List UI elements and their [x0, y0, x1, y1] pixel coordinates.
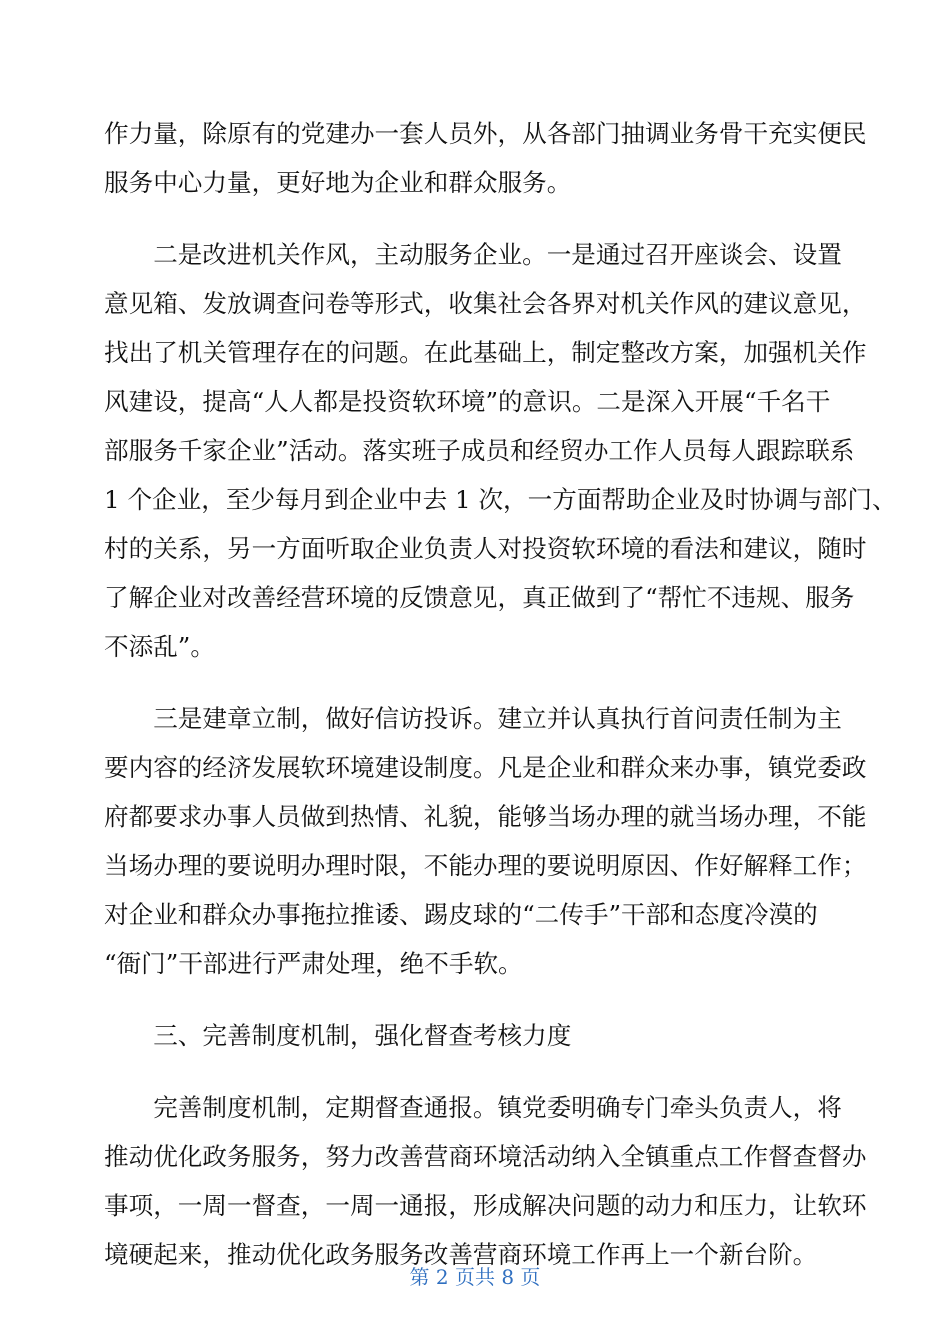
text-line: 完善制度机制，定期督查通报。镇党委明确专门牵头负责人，将	[104, 1093, 842, 1122]
text-line: 风建设，提高“人人都是投资软环境”的意识。二是深入开展“千名干	[104, 387, 831, 416]
document-body	[104, 109, 897, 1302]
text-line: 部服务千家企业”活动。落实班子成员和经贸办工作人员每人跟踪联系	[104, 436, 855, 465]
paragraph-3	[104, 694, 867, 988]
text-line: 府都要求办事人员做到热情、礼貌，能够当场办理的就当场办理，不能	[104, 802, 867, 831]
text-line: 对企业和群众办事拖拉推诿、踢皮球的“二传手”干部和态度冷漠的	[104, 900, 818, 929]
text-line: 了解企业对改善经营环境的反馈意见，真正做到了“帮忙不违规、服务	[104, 583, 855, 612]
text-line: 作力量，除原有的党建办一套人员外，从各部门抽调业务骨干充实便民	[104, 119, 867, 148]
text-line: 三是建章立制，做好信访投诉。建立并认真执行首问责任制为主	[104, 704, 842, 733]
paragraph-5	[104, 1083, 867, 1279]
text-line: 二是改进机关作风，主动服务企业。一是通过召开座谈会、设置	[104, 240, 842, 269]
paragraph-1	[104, 109, 867, 207]
text-line: 要内容的经济发展软环境建设制度。凡是企业和群众来办事，镇党委政	[104, 753, 867, 782]
text-line: “衙门”干部进行严肃处理，绝不手软。	[104, 949, 523, 978]
text-line: 境硬起来，推动优化政务服务改善营商环境工作再上一个新台阶。	[104, 1240, 818, 1269]
text-line: 推动优化政务服务，努力改善营商环境活动纳入全镇重点工作督查督办	[104, 1142, 867, 1171]
paragraph-2	[104, 230, 897, 671]
text-line: 当场办理的要说明办理时限，不能办理的要说明原因、作好解释工作；	[104, 851, 867, 880]
page-number-footer: 第 2 页共 8 页	[409, 1265, 541, 1289]
text-line: 不添乱”。	[104, 632, 215, 661]
section-heading	[104, 1011, 846, 1060]
text-line: 意见箱、发放调查问卷等形式，收集社会各界对机关作风的建议意见，	[104, 289, 867, 318]
text-line: 事项，一周一督查，一周一通报，形成解决问题的动力和压力，让软环	[104, 1191, 867, 1220]
heading-line: 三、完善制度机制，强化督查考核力度	[104, 1021, 572, 1050]
text-line: 找出了机关管理存在的问题。在此基础上，制定整改方案，加强机关作	[104, 338, 867, 367]
text-line: 村的关系，另一方面听取企业负责人对投资软环境的看法和建议，随时	[104, 534, 867, 563]
text-line: 服务中心力量，更好地为企业和群众服务。	[104, 168, 572, 197]
text-line: 1 个企业，至少每月到企业中去 1 次，一方面帮助企业及时协调与部门、	[104, 485, 897, 514]
